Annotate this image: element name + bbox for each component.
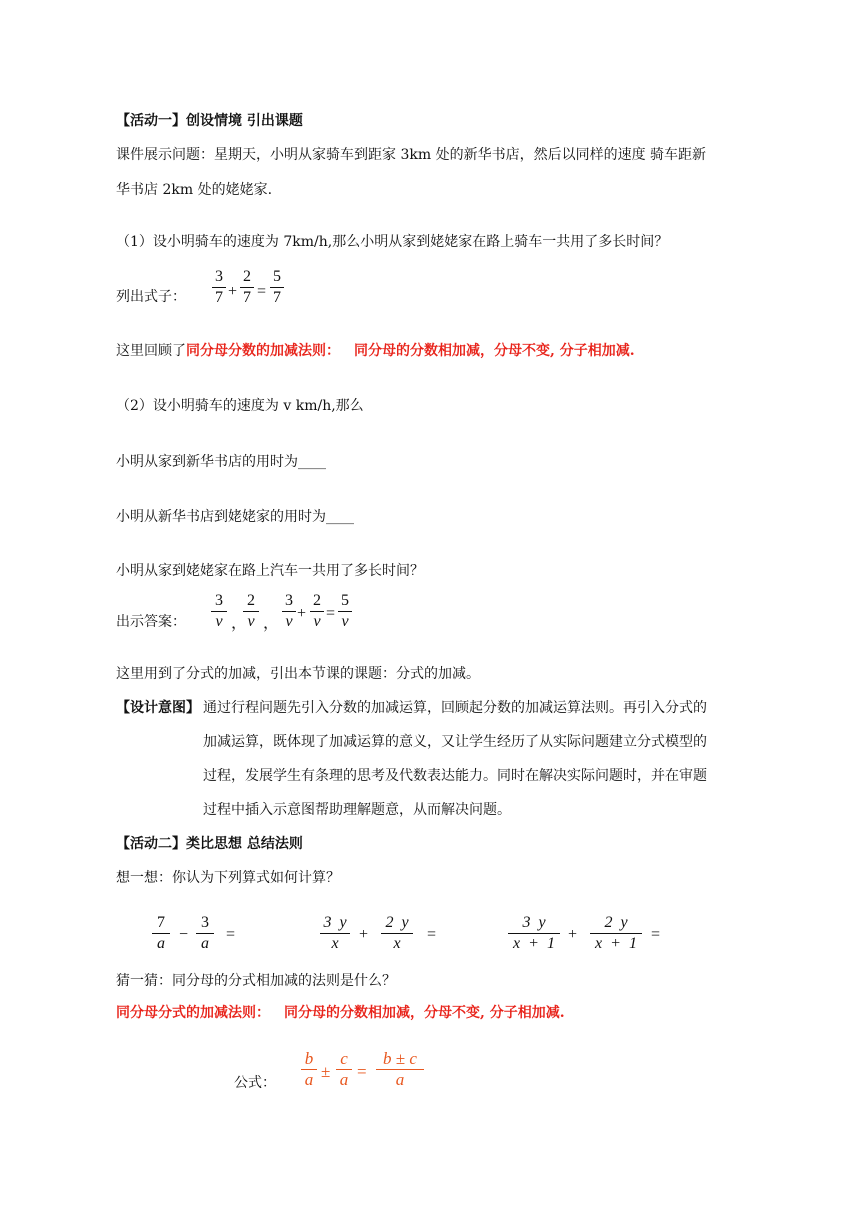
- question-2: （2）设小明骑车的速度为 v km/h,那么: [116, 398, 364, 414]
- review-rule-name: 同分母分数的加减法则：: [186, 343, 340, 359]
- fraction-5-7: [270, 268, 284, 307]
- design-body: [203, 691, 763, 827]
- denominator: x + 1: [513, 935, 555, 952]
- fraction-3-a: [196, 914, 214, 953]
- numerator: 3: [215, 268, 223, 285]
- question-2-line-3: 小明从家到姥姥家在路上汽车一共用了多长时间？: [116, 563, 424, 579]
- numerator: 2: [247, 592, 255, 609]
- fraction-3y-x-plus-1: [508, 914, 560, 953]
- question-2-line-1: 小明从家到新华书店的用时为____: [116, 454, 326, 470]
- fraction-2-v-sum: [310, 592, 324, 631]
- numerator: 3 y: [323, 914, 347, 931]
- fraction-3-v: [211, 592, 227, 631]
- numerator: 7: [157, 914, 165, 931]
- rule-name: 同分母分式的加减法则：: [116, 1005, 270, 1021]
- comma: ，: [263, 615, 280, 632]
- review-prefix: 这里回顾了: [116, 343, 186, 359]
- activity2-label: 【活动二】: [116, 836, 186, 852]
- design-line-2: 加减运算，既体现了加减运算的意义，又让学生经历了从实际问题建立分式模型的: [203, 734, 707, 750]
- denominator: v: [215, 613, 223, 630]
- rule-line: [116, 1004, 565, 1022]
- denominator: a: [339, 1070, 349, 1089]
- fraction-5-v: [338, 592, 352, 631]
- equals-sign: =: [651, 926, 661, 943]
- denominator: v: [313, 613, 321, 630]
- numerator: 3: [201, 914, 209, 931]
- numerator: 2 y: [385, 914, 409, 931]
- denominator: v: [285, 613, 293, 630]
- numerator: 2: [313, 592, 321, 609]
- numerator: 3 y: [522, 914, 546, 931]
- question-1: （1）设小明骑车的速度为 7km/h,那么小明从家到姥姥家在路上骑车一共用了多长时间？: [116, 234, 669, 250]
- review-rule-text: 同分母的分数相加减，分母不变, 分子相加减.: [354, 343, 635, 359]
- denominator: v: [247, 613, 255, 630]
- minus-sign: −: [179, 926, 189, 943]
- plus-sign: +: [228, 283, 238, 300]
- numerator: 5: [341, 592, 349, 609]
- denominator: 7: [273, 289, 281, 306]
- fraction-b-pm-c-a: [376, 1050, 424, 1089]
- plus-sign: +: [568, 926, 578, 943]
- equals-sign: =: [326, 605, 336, 622]
- activity1-heading: [116, 112, 303, 130]
- lead-in: 这里用到了分式的加减，引出本节课的课题：分式的加减。: [116, 666, 480, 682]
- activity2-title: 类比思想 总结法则: [186, 836, 303, 852]
- equals-sign: =: [427, 926, 437, 943]
- question-2-line-2: 小明从新华书店到姥姥家的用时为____: [116, 509, 354, 525]
- design-line-3: 过程，发展学生有条理的思考及代数表达能力。同时在解决实际问题时，并在审题: [203, 768, 707, 784]
- activity1-bracket: 【: [116, 113, 130, 129]
- fraction-3y-x: [320, 914, 350, 953]
- denominator: 7: [215, 289, 223, 306]
- activity2-heading: [116, 835, 303, 853]
- review-line: [116, 342, 635, 360]
- plus-minus-sign: ±: [321, 1062, 331, 1081]
- denominator: v: [341, 613, 349, 630]
- design-label: 【设计意图】: [116, 700, 200, 716]
- design-line-1: 通过行程问题先引入分数的加减运算，回顾起分数的加减运算法则。再引入分式的: [203, 700, 707, 716]
- equals-sign: =: [226, 926, 236, 943]
- denominator: a: [201, 935, 209, 952]
- fraction-c-a: [336, 1050, 352, 1089]
- think-prompt: 想一想：你认为下列算式如何计算？: [116, 870, 340, 886]
- denominator: x: [331, 935, 339, 952]
- intro-line-2: 华书店 2km 处的姥姥家.: [116, 182, 273, 198]
- intro-line-1: 课件展示问题：星期天，小明从家骑车到距家 3km 处的新华书店，然后以同样的速度 骑车距新: [116, 147, 707, 163]
- numerator: 2 y: [604, 914, 628, 931]
- denominator: a: [157, 935, 165, 952]
- denominator: x: [393, 935, 401, 952]
- numerator: 5: [273, 268, 281, 285]
- guess-prompt: 猜一猜：同分母的分式相加减的法则是什么？: [116, 973, 396, 989]
- numerator: c: [340, 1049, 348, 1068]
- fraction-2-v: [243, 592, 259, 631]
- activity1-label: 活动一】: [130, 113, 186, 129]
- answer-label: 出示答案：: [116, 614, 186, 630]
- plus-sign: +: [359, 926, 369, 943]
- fraction-2-7: [240, 268, 254, 307]
- numerator: 3: [285, 592, 293, 609]
- design-line-4: 过程中插入示意图帮助理解题意，从而解决问题。: [203, 802, 511, 818]
- activity1-title: 创设情境 引出课题: [186, 113, 303, 129]
- fraction-3-v-sum: [282, 592, 296, 631]
- numerator: b ± c: [383, 1049, 417, 1068]
- denominator: x + 1: [595, 935, 637, 952]
- fraction-3-7: [212, 268, 226, 307]
- fraction-7-a: [152, 914, 170, 953]
- rule-text: 同分母的分数相加减，分母不变, 分子相加减.: [284, 1005, 565, 1021]
- fraction-2y-x: [381, 914, 413, 953]
- plus-sign: +: [297, 605, 307, 622]
- numerator: 2: [243, 268, 251, 285]
- formula-label: 公式：: [234, 1075, 276, 1091]
- denominator: a: [304, 1070, 314, 1089]
- equals-sign: =: [257, 283, 267, 300]
- comma: ，: [231, 615, 248, 632]
- denominator: a: [395, 1070, 405, 1089]
- numerator: b: [304, 1049, 314, 1068]
- denominator: 7: [243, 289, 251, 306]
- numerator: 3: [215, 592, 223, 609]
- list-expr-label: 列出式子：: [116, 289, 186, 305]
- fraction-2y-x-plus-1: [590, 914, 642, 953]
- fraction-b-a: [301, 1050, 317, 1089]
- equals-sign: =: [357, 1062, 367, 1081]
